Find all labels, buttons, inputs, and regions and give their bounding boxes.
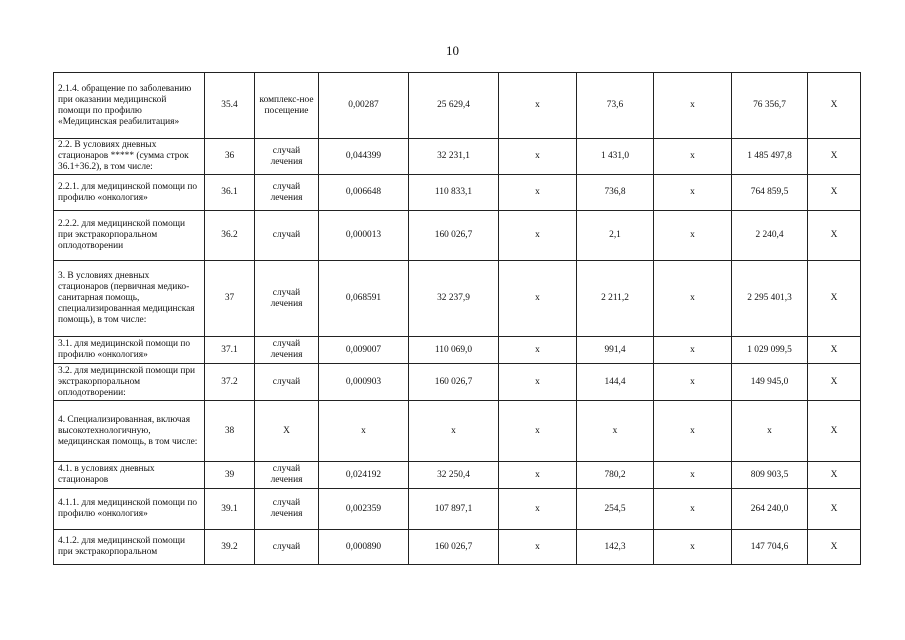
value-cell: x [654, 261, 732, 337]
value-cell: x [654, 530, 732, 565]
unit-cell: случай лечения [255, 489, 319, 530]
row-name-cell: 4.1.1. для медицинской помощи по профилю «онкология» [54, 489, 205, 530]
value-cell: X [808, 73, 861, 139]
row-name-cell: 4.1.2. для медицинской помощи при экстракорпоральном [54, 530, 205, 565]
value-cell: X [808, 139, 861, 175]
row-name-cell: 4.1. в условиях дневных стационаров [54, 462, 205, 489]
value-cell: 32 250,4 [409, 462, 499, 489]
value-cell: 144,4 [577, 364, 654, 401]
value-cell: x [319, 401, 409, 462]
value-cell: x [654, 364, 732, 401]
row-name-cell: 4. Специализированная, включая высокотехнологичную, медицинская помощь, в том числе: [54, 401, 205, 462]
unit-cell: комплекс-ное посещение [255, 73, 319, 139]
value-cell: X [808, 337, 861, 364]
value-cell: 142,3 [577, 530, 654, 565]
table-row [54, 364, 861, 401]
value-cell: x [499, 211, 577, 261]
table-row [54, 401, 861, 462]
value-cell: x [499, 462, 577, 489]
value-cell: X [808, 489, 861, 530]
value-cell: 1 029 099,5 [732, 337, 808, 364]
value-cell: 110 069,0 [409, 337, 499, 364]
table-row [54, 462, 861, 489]
value-cell: 25 629,4 [409, 73, 499, 139]
value-cell: X [808, 211, 861, 261]
row-code-cell: 39.1 [205, 489, 255, 530]
table-row [54, 73, 861, 139]
table-row [54, 175, 861, 211]
value-cell: x [499, 261, 577, 337]
row-code-cell: 38 [205, 401, 255, 462]
value-cell: x [654, 73, 732, 139]
row-code-cell: 36.1 [205, 175, 255, 211]
table-row [54, 337, 861, 364]
table-row [54, 530, 861, 565]
value-cell: 107 897,1 [409, 489, 499, 530]
value-cell: x [409, 401, 499, 462]
value-cell: 736,8 [577, 175, 654, 211]
unit-cell: случай лечения [255, 175, 319, 211]
value-cell: x [654, 211, 732, 261]
value-cell: x [654, 139, 732, 175]
value-cell: 73,6 [577, 73, 654, 139]
value-cell: 32 237,9 [409, 261, 499, 337]
value-cell: 1 431,0 [577, 139, 654, 175]
value-cell: x [499, 73, 577, 139]
value-cell: 0,044399 [319, 139, 409, 175]
value-cell: 2,1 [577, 211, 654, 261]
value-cell: x [499, 175, 577, 211]
row-name-cell: 3. В условиях дневных стационаров (первичная медико-санитарная помощь, специализированная медицинская помощь), в том числе: [54, 261, 205, 337]
value-cell: 0,009007 [319, 337, 409, 364]
value-cell: X [808, 462, 861, 489]
row-name-cell: 2.2.1. для медицинской помощи по профилю «онкология» [54, 175, 205, 211]
value-cell: x [654, 462, 732, 489]
table-row [54, 139, 861, 175]
row-code-cell: 35.4 [205, 73, 255, 139]
value-cell: 149 945,0 [732, 364, 808, 401]
row-name-cell: 2.2. В условиях дневных стационаров ***** (сумма строк 36.1+36.2), в том числе: [54, 139, 205, 175]
unit-cell: случай [255, 364, 319, 401]
unit-cell: случай лечения [255, 337, 319, 364]
value-cell: X [808, 530, 861, 565]
row-name-cell: 2.1.4. обращение по заболеванию при оказании медицинской помощи по профилю «Медицинская реабилитация» [54, 73, 205, 139]
row-code-cell: 39 [205, 462, 255, 489]
row-code-cell: 36 [205, 139, 255, 175]
page-number: 10 [446, 43, 459, 58]
value-cell: X [808, 364, 861, 401]
value-cell: x [499, 530, 577, 565]
value-cell: X [808, 175, 861, 211]
value-cell: 2 240,4 [732, 211, 808, 261]
unit-cell: случай [255, 211, 319, 261]
data-table [53, 72, 861, 565]
row-code-cell: 37 [205, 261, 255, 337]
value-cell: 147 704,6 [732, 530, 808, 565]
value-cell: 1 485 497,8 [732, 139, 808, 175]
value-cell: x [654, 401, 732, 462]
value-cell: 764 859,5 [732, 175, 808, 211]
value-cell: 0,002359 [319, 489, 409, 530]
row-code-cell: 37.1 [205, 337, 255, 364]
unit-cell: случай лечения [255, 261, 319, 337]
value-cell: x [499, 401, 577, 462]
value-cell: X [808, 401, 861, 462]
value-cell: x [654, 489, 732, 530]
value-cell: x [499, 489, 577, 530]
value-cell: x [577, 401, 654, 462]
value-cell: x [499, 364, 577, 401]
row-name-cell: 2.2.2. для медицинской помощи при экстракорпоральном оплодотворении [54, 211, 205, 261]
value-cell: 991,4 [577, 337, 654, 364]
unit-cell: случай [255, 530, 319, 565]
row-code-cell: 37.2 [205, 364, 255, 401]
value-cell: 264 240,0 [732, 489, 808, 530]
value-cell: x [499, 337, 577, 364]
value-cell: 780,2 [577, 462, 654, 489]
value-cell: 254,5 [577, 489, 654, 530]
value-cell: 0,000890 [319, 530, 409, 565]
unit-cell: X [255, 401, 319, 462]
value-cell: 160 026,7 [409, 211, 499, 261]
value-cell: 32 231,1 [409, 139, 499, 175]
value-cell: 110 833,1 [409, 175, 499, 211]
row-code-cell: 36.2 [205, 211, 255, 261]
value-cell: 809 903,5 [732, 462, 808, 489]
value-cell: x [499, 139, 577, 175]
value-cell: X [808, 261, 861, 337]
value-cell: x [654, 337, 732, 364]
table-row [54, 489, 861, 530]
value-cell: 0,000903 [319, 364, 409, 401]
value-cell: 160 026,7 [409, 364, 499, 401]
row-name-cell: 3.2. для медицинской помощи при экстракорпоральном оплодотворении: [54, 364, 205, 401]
value-cell: 0,068591 [319, 261, 409, 337]
table-row [54, 211, 861, 261]
value-cell: 160 026,7 [409, 530, 499, 565]
unit-cell: случай лечения [255, 462, 319, 489]
value-cell: 0,00287 [319, 73, 409, 139]
row-name-cell: 3.1. для медицинской помощи по профилю «онкология» [54, 337, 205, 364]
table-row [54, 261, 861, 337]
value-cell: 0,024192 [319, 462, 409, 489]
value-cell: 0,000013 [319, 211, 409, 261]
value-cell: x [732, 401, 808, 462]
value-cell: 2 211,2 [577, 261, 654, 337]
value-cell: 2 295 401,3 [732, 261, 808, 337]
value-cell: x [654, 175, 732, 211]
unit-cell: случай лечения [255, 139, 319, 175]
value-cell: 76 356,7 [732, 73, 808, 139]
row-code-cell: 39.2 [205, 530, 255, 565]
value-cell: 0,006648 [319, 175, 409, 211]
table-body [54, 73, 861, 565]
